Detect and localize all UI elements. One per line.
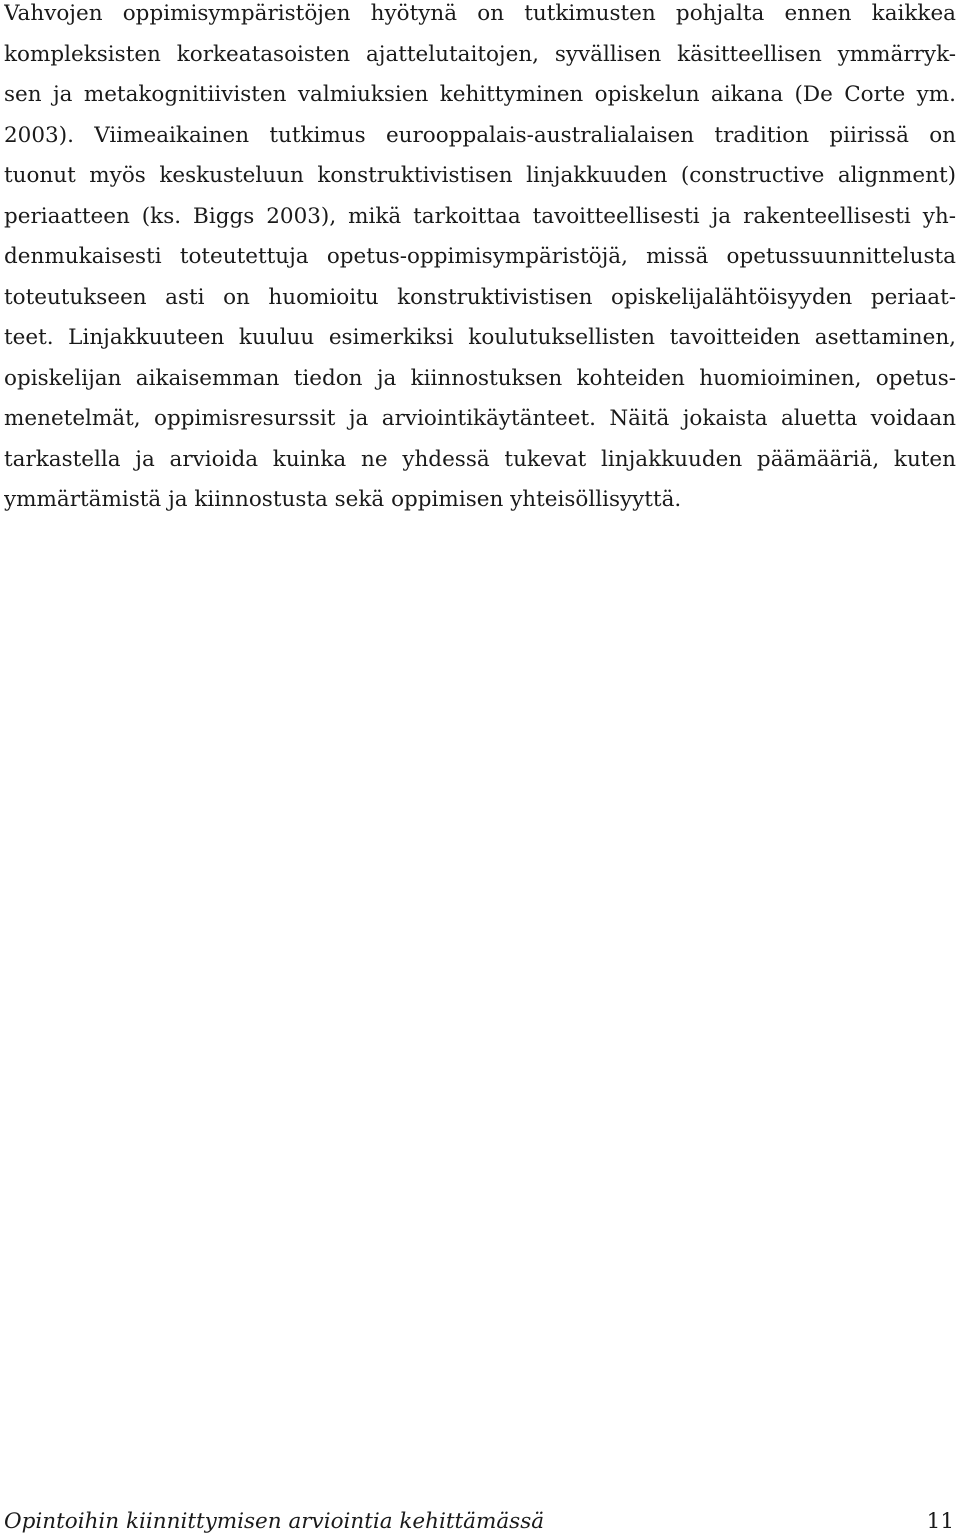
paragraph-line: opiskelijan aikaisemman tiedon ja kiinnostuksen kohteiden huomioiminen, opetus-: [4, 365, 956, 391]
paragraph-line: periaatteen (ks. Biggs 2003), mikä tarkoittaa tavoitteellisesti ja rakenteellisesti yh-: [4, 203, 956, 229]
paragraph-line: kompleksisten korkeatasoisten ajattelutaitojen, syvällisen käsitteellisen ymmärryk-: [4, 41, 956, 67]
paragraph-line: teet. Linjakkuuteen kuuluu esimerkiksi koulutuksellisten tavoitteiden asettaminen,: [4, 325, 956, 350]
paragraph-line: tarkastella ja arvioida kuinka ne yhdessä tukevat linjakkuuden päämääriä, kuten: [4, 446, 956, 472]
paragraph-line: tuonut myös keskusteluun konstruktivistisen linjakkuuden (constructive alignment): [4, 163, 956, 188]
body-paragraph: [4, 0, 956, 521]
page-footer: [4, 1506, 954, 1538]
paragraph-line: denmukaisesti toteutettuja opetus-oppimisympäristöjä, missä opetussuunnittelusta: [4, 244, 956, 269]
footer-title: Opintoihin kiinnittymisen arviointia kehittämässä: [4, 1509, 545, 1534]
page-number: 11: [926, 1509, 954, 1534]
paragraph-line: 2003). Viimeaikainen tutkimus eurooppalais-australialaisen tradition piirissä on: [4, 122, 956, 148]
paragraph-line: menetelmät, oppimisresurssit ja arviointikäytänteet. Näitä jokaista aluetta voidaan: [4, 406, 956, 431]
paragraph-line: sen ja metakognitiivisten valmiuksien kehittyminen opiskelun aikana (De Corte ym.: [4, 82, 956, 107]
paragraph-line: ymmärtämistä ja kiinnostusta sekä oppimisen yhteisöllisyyttä.: [4, 487, 682, 512]
paragraph-line: Vahvojen oppimisympäristöjen hyötynä on tutkimusten pohjalta ennen kaikkea: [4, 1, 956, 26]
paragraph-line: toteutukseen asti on huomioitu konstruktivistisen opiskelijalähtöisyyden periaat-: [4, 284, 956, 310]
